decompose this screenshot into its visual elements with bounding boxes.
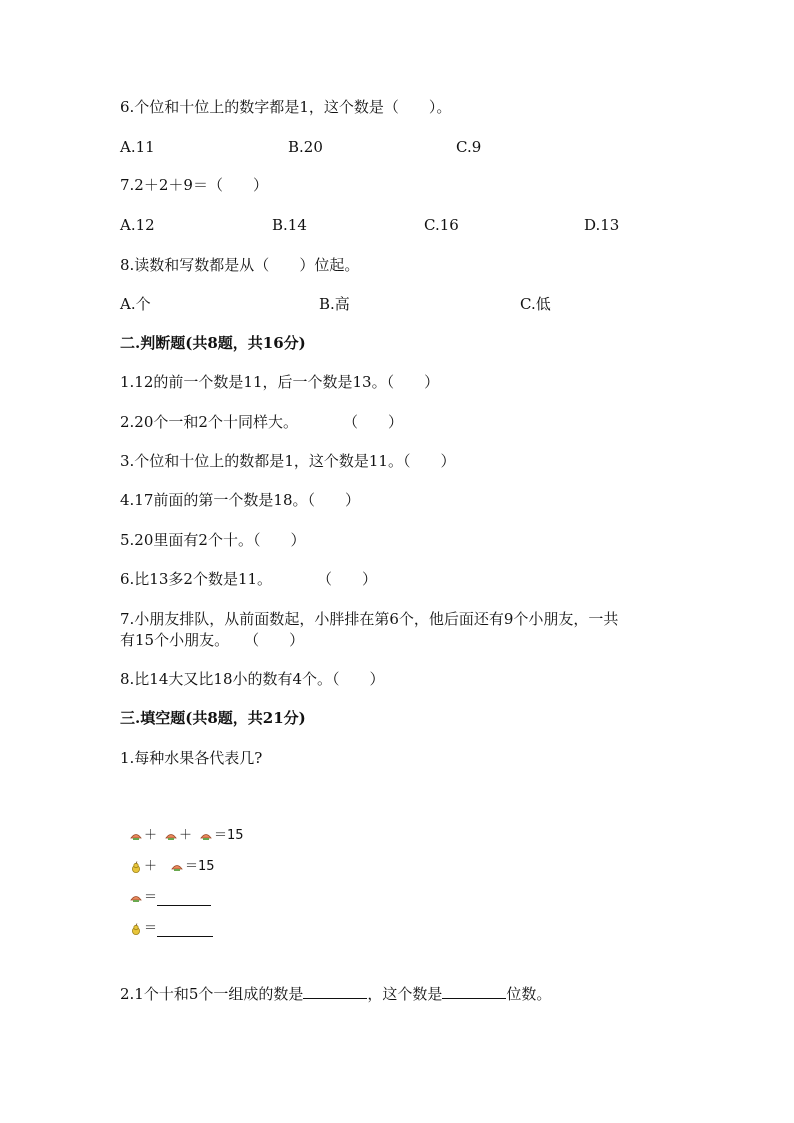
fill-q2-part3: 位数。 [506,985,552,1003]
mc-q6-option-b[interactable]: B.20 [288,138,323,156]
peach-icon [171,861,183,873]
mc-q7-stem: 7.2＋2＋9＝（ ） [120,176,268,194]
judge-item-6: 6.比13多2个数是11。 （ ） [120,570,378,588]
pear-icon [130,861,142,873]
mc-q8-option-a[interactable]: A.个 [120,295,151,313]
mc-q8-option-b[interactable]: B.高 [319,295,350,313]
peach-answer-row [130,888,211,908]
equation-2-rhs: ＝15 [185,859,215,874]
peach-icon [165,830,177,842]
judge-item-3: 3.个位和十位上的数都是1，这个数是11。（ ） [120,452,456,470]
fill-q2-blank-1[interactable] [303,984,367,999]
judge-item-7-line2: 有15个小朋友。 （ ） [120,631,305,649]
equals-sign: ＝ [144,890,158,905]
judge-item-7-line1: 7.小朋友排队，从前面数起，小胖排在第6个，他后面还有9个小朋友，一共 [120,610,619,628]
equals-sign: ＝ [144,921,158,936]
plus-sign: ＋ [144,859,158,874]
mc-q6-option-a[interactable]: A.11 [120,138,155,156]
mc-q7-option-d[interactable]: D.13 [584,216,620,234]
fill-q2-part2: ，这个数是 [367,985,443,1003]
judge-item-8: 8.比14大又比18小的数有4个。（ ） [120,670,385,688]
pear-answer-row [130,919,213,939]
mc-q7-option-a[interactable]: A.12 [120,216,155,234]
mc-q8-option-c[interactable]: C.低 [520,295,551,313]
pear-icon [130,923,142,935]
judge-item-5: 5.20里面有2个十。（ ） [120,531,306,549]
equation-1-rhs: ＝15 [214,828,244,843]
peach-answer-blank[interactable] [157,891,211,906]
fill-q2-part1: 2.1个十和5个一组成的数是 [120,985,304,1003]
fruit-equation-2 [130,857,215,877]
judge-item-2: 2.20个一和2个十同样大。 （ ） [120,413,403,431]
fill-q1-title: 1.每种水果各代表几? [120,749,263,767]
peach-icon [130,830,142,842]
mc-q8-stem: 8.读数和写数都是从（ ）位起。 [120,256,360,274]
judge-item-1: 1.12的前一个数是11，后一个数是13。（ ） [120,373,440,391]
mc-q6-option-c[interactable]: C.9 [456,138,482,156]
section3-heading: 三.填空题(共8题，共21分) [120,709,306,727]
fill-q2-blank-2[interactable] [442,984,506,999]
fruit-equation-1 [130,826,244,846]
judge-item-4: 4.17前面的第一个数是18。（ ） [120,491,360,509]
fill-q2 [120,984,551,1004]
peach-icon [200,830,212,842]
mc-q7-option-b[interactable]: B.14 [272,216,307,234]
plus-sign: ＋ [179,828,193,843]
section2-heading: 二.判断题(共8题，共16分) [120,334,306,352]
mc-q7-option-c[interactable]: C.16 [424,216,459,234]
peach-icon [130,892,142,904]
mc-q6-stem: 6.个位和十位上的数字都是1，这个数是（ ）。 [120,98,452,116]
pear-answer-blank[interactable] [157,922,213,937]
plus-sign: ＋ [144,828,158,843]
